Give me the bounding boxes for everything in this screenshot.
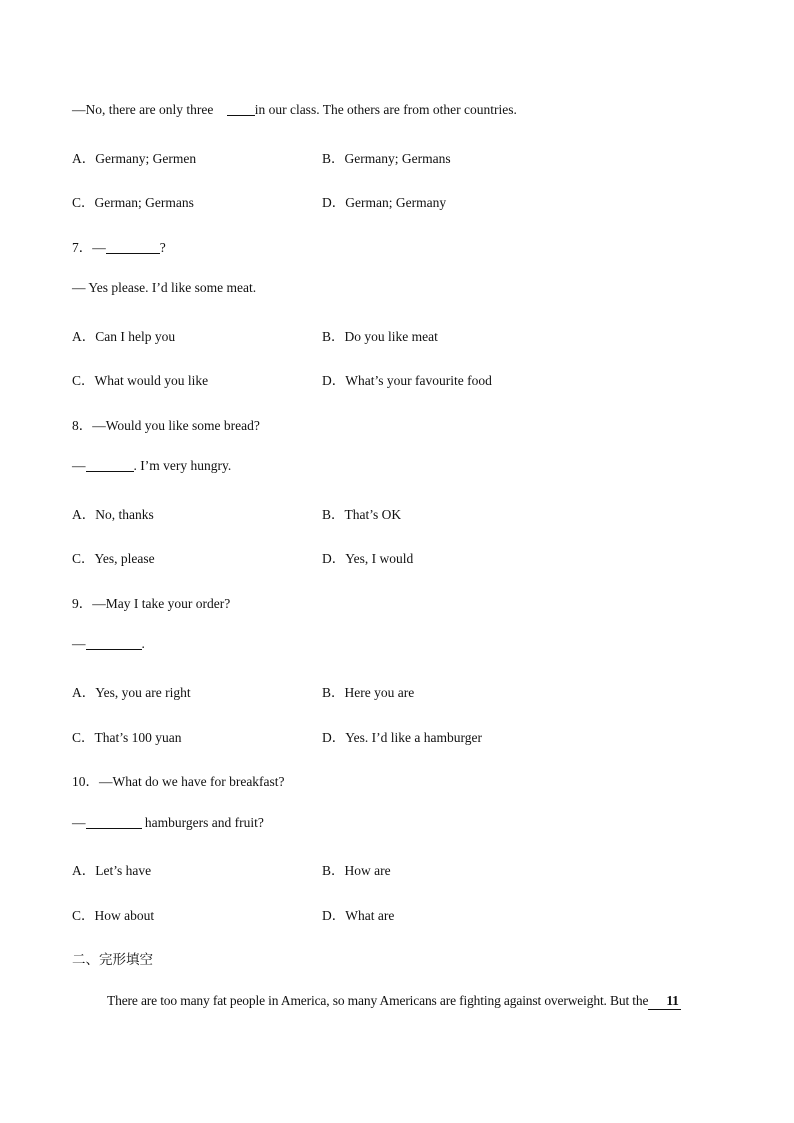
q9-prompt: 9．—May I take your order? [72,596,231,611]
cloze-blank-11: 11 [648,993,680,1010]
q7-option-b: B．Do you like meat [322,329,438,344]
q10-prompt: 10．—What do we have for breakfast? [72,774,285,789]
answer-blank [86,458,134,472]
q7-option-a: A．Can I help you [72,329,176,344]
q7-reply: — Yes please. I’d like some meat. [72,280,257,295]
q6-option-a: A．Germany; Germen [72,151,197,166]
q10-option-a: A．Let’s have [72,863,152,878]
q9-option-a: A．Yes, you are right [72,685,191,700]
q8-option-c: C．Yes, please [72,551,155,566]
q6-option-b: B．Germany; Germans [322,151,451,166]
q10-option-d: D．What are [322,908,395,923]
q9-reply: — . [72,636,145,651]
q8-reply: — . I’m very hungry. [72,458,232,473]
section-heading: 二、完形填空 [72,952,153,968]
q9-option-d: D．Yes. I’d like a hamburger [322,730,482,745]
q7-prompt: 7．— ? [72,240,166,255]
q10-option-c: C．How about [72,908,155,923]
cloze-paragraph: There are too many fat people in America, so many Americans are fighting against overweight. But the 11 [107,993,679,1008]
answer-blank [227,102,255,116]
q9-option-b: B．Here you are [322,685,415,700]
q8-prompt: 8．—Would you like some bread? [72,418,260,433]
q10-reply: — hamburgers and fruit? [72,815,264,830]
q8-option-b: B．That’s OK [322,507,402,522]
q7-option-d: D．What’s your favourite food [322,373,492,388]
answer-blank [106,240,160,254]
q8-option-d: D．Yes, I would [322,551,414,566]
answer-blank [86,636,142,650]
q9-option-c: C．That’s 100 yuan [72,730,182,745]
q6-option-c: C．German; Germans [72,195,194,210]
q10-option-b: B．How are [322,863,391,878]
q7-option-c: C．What would you like [72,373,209,388]
answer-blank [86,815,142,829]
q6-option-d: D．German; Germany [322,195,447,210]
q6-reply: —No, there are only three in our class. The others are from other countries. [72,102,517,117]
q8-option-a: A．No, thanks [72,507,154,522]
